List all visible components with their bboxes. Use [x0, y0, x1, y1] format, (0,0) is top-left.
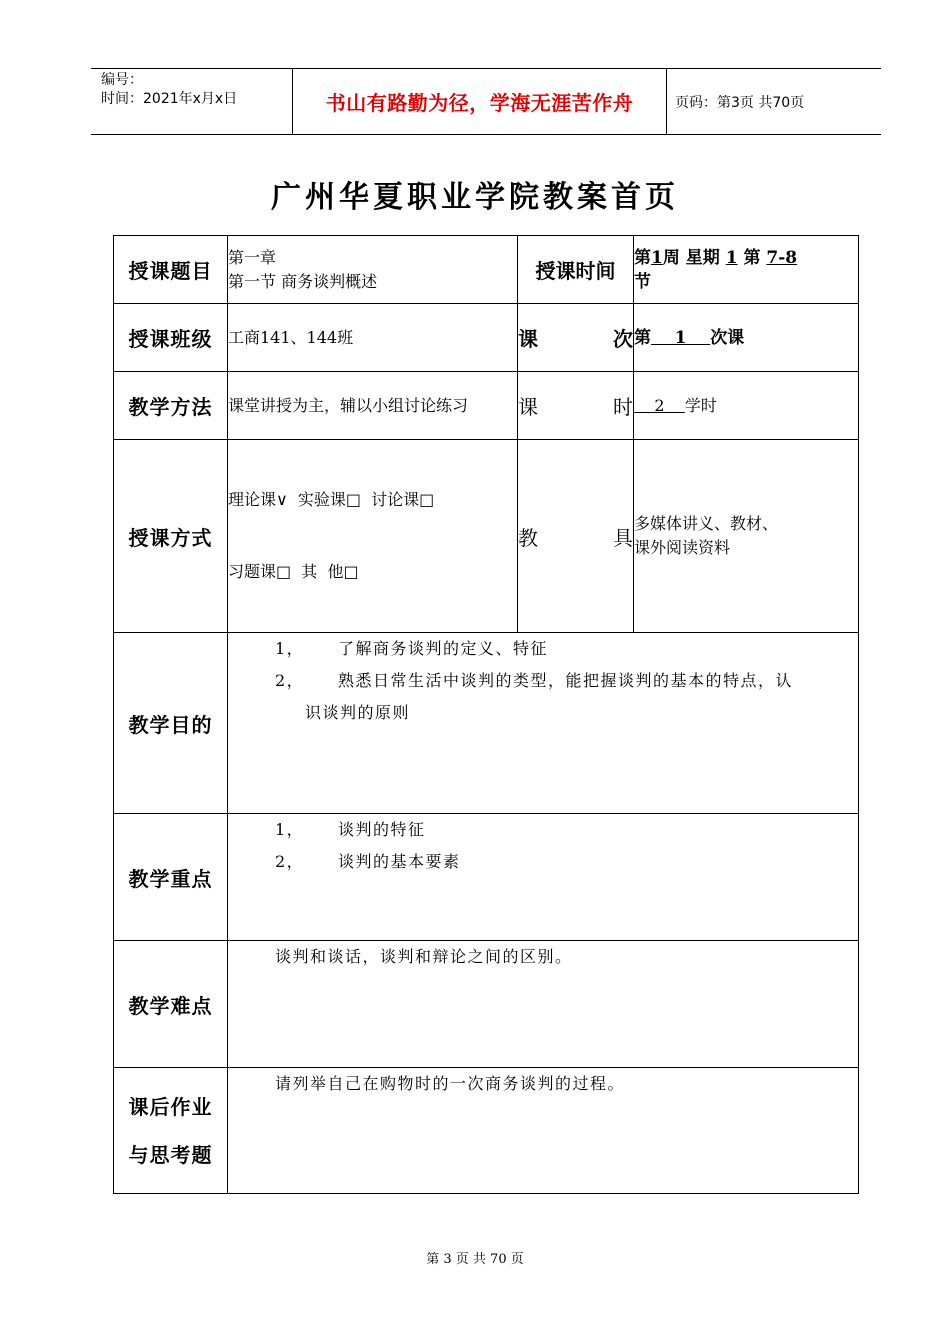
- mode-label: 授课方式: [114, 440, 228, 633]
- time-prefix: 第: [634, 247, 651, 268]
- keypoint-item-1: 1， 谈判的特征: [275, 820, 426, 839]
- time-value: [634, 236, 859, 304]
- day-number: 1: [725, 247, 738, 268]
- row-homework: [114, 1068, 859, 1194]
- homework-label-line1: 课后作业: [128, 1094, 213, 1119]
- count-suffix: 次课: [710, 327, 745, 348]
- homework-text: 请列举自己在购物时的一次商务谈判的过程。: [275, 1074, 626, 1093]
- count-label-a: 课: [518, 327, 538, 351]
- method-label: 教学方法: [114, 372, 228, 440]
- section-suffix: 节: [634, 271, 651, 292]
- topic-line1: 第一章: [228, 247, 277, 267]
- objective-continuation: 识谈判的原则: [305, 703, 411, 722]
- tools-label-cell: [518, 440, 634, 633]
- hours-suffix: 学时: [684, 395, 717, 415]
- tools-label-b: 具: [613, 525, 633, 550]
- keypoint-item-2: 2， 谈判的基本要素: [275, 852, 461, 871]
- time-label-cell: 授课时间: [518, 236, 634, 304]
- page-title: 广州华夏职业学院教案首页: [271, 180, 679, 215]
- week-number: 1: [651, 247, 663, 268]
- count-label-b: 次: [613, 327, 633, 351]
- tools-line2: 课外阅读资料: [634, 538, 731, 557]
- section-prefix: 第: [737, 247, 767, 268]
- hours-value: [634, 372, 859, 440]
- count-label-cell: [518, 304, 634, 372]
- row-difficulty: [114, 941, 859, 1068]
- topic-label: 授课题目: [114, 236, 228, 304]
- topic-value: [228, 236, 518, 304]
- keypoints-content: [228, 814, 859, 941]
- row-class: [114, 304, 859, 372]
- row-keypoints: [114, 814, 859, 941]
- header-page-code: 页码：第3页 共70页: [675, 95, 805, 111]
- hours-number: 2: [634, 395, 685, 415]
- week-suffix: 周 星期: [662, 247, 720, 268]
- count-value: [634, 304, 859, 372]
- homework-label-line2: 与思考题: [128, 1142, 213, 1167]
- hours-label-cell: [518, 372, 634, 440]
- method-value: 课堂讲授为主，辅以小组讨论练习: [228, 372, 518, 440]
- count-number: 1: [651, 327, 711, 348]
- row-mode: [114, 440, 859, 633]
- row-objective: [114, 633, 859, 814]
- count-prefix: 第: [634, 327, 651, 348]
- header-motto: 书山有路勤为径，学海无涯苦作舟: [292, 69, 667, 134]
- mode-line2: 习题课□ 其 他□: [228, 562, 359, 581]
- section-number: 7-8: [766, 247, 798, 268]
- objective-label: 教学目的: [114, 633, 228, 814]
- objective-content: [228, 633, 859, 814]
- mode-line1: 理论课∨ 实验课□ 讨论课□: [228, 490, 435, 509]
- number-label: 编号：: [101, 72, 143, 88]
- homework-label: [114, 1068, 228, 1194]
- difficulty-content: [228, 941, 859, 1068]
- difficulty-label: 教学难点: [114, 941, 228, 1068]
- lesson-plan-table: [113, 235, 859, 1194]
- difficulty-text: 谈判和谈话，谈判和辩论之间的区别。: [275, 947, 573, 966]
- class-value: 工商141、144班: [228, 304, 518, 372]
- homework-content: [228, 1068, 859, 1194]
- tools-value: [634, 440, 859, 633]
- objective-item-2: 2， 熟悉日常生活中谈判的类型，能把握谈判的基本的特点，认: [275, 671, 794, 690]
- row-method: [114, 372, 859, 440]
- tools-label-a: 教: [518, 525, 538, 550]
- objective-item-1: 1， 了解商务谈判的定义、特征: [275, 639, 549, 658]
- row-topic: [114, 236, 859, 304]
- keypoints-label: 教学重点: [114, 814, 228, 941]
- hours-label-a: 课: [518, 395, 538, 419]
- topic-line2: 第一节 商务谈判概述: [228, 271, 378, 291]
- class-label: 授课班级: [114, 304, 228, 372]
- header-meta: [101, 71, 237, 109]
- page-footer: 第 3 页 共 70 页: [426, 1252, 524, 1267]
- time-label: 时间：2021年x月x日: [101, 91, 238, 107]
- page-header: [91, 68, 881, 135]
- tools-line1: 多媒体讲义、教材、: [634, 514, 779, 533]
- mode-value: [228, 440, 518, 633]
- hours-label-b: 时: [613, 395, 633, 419]
